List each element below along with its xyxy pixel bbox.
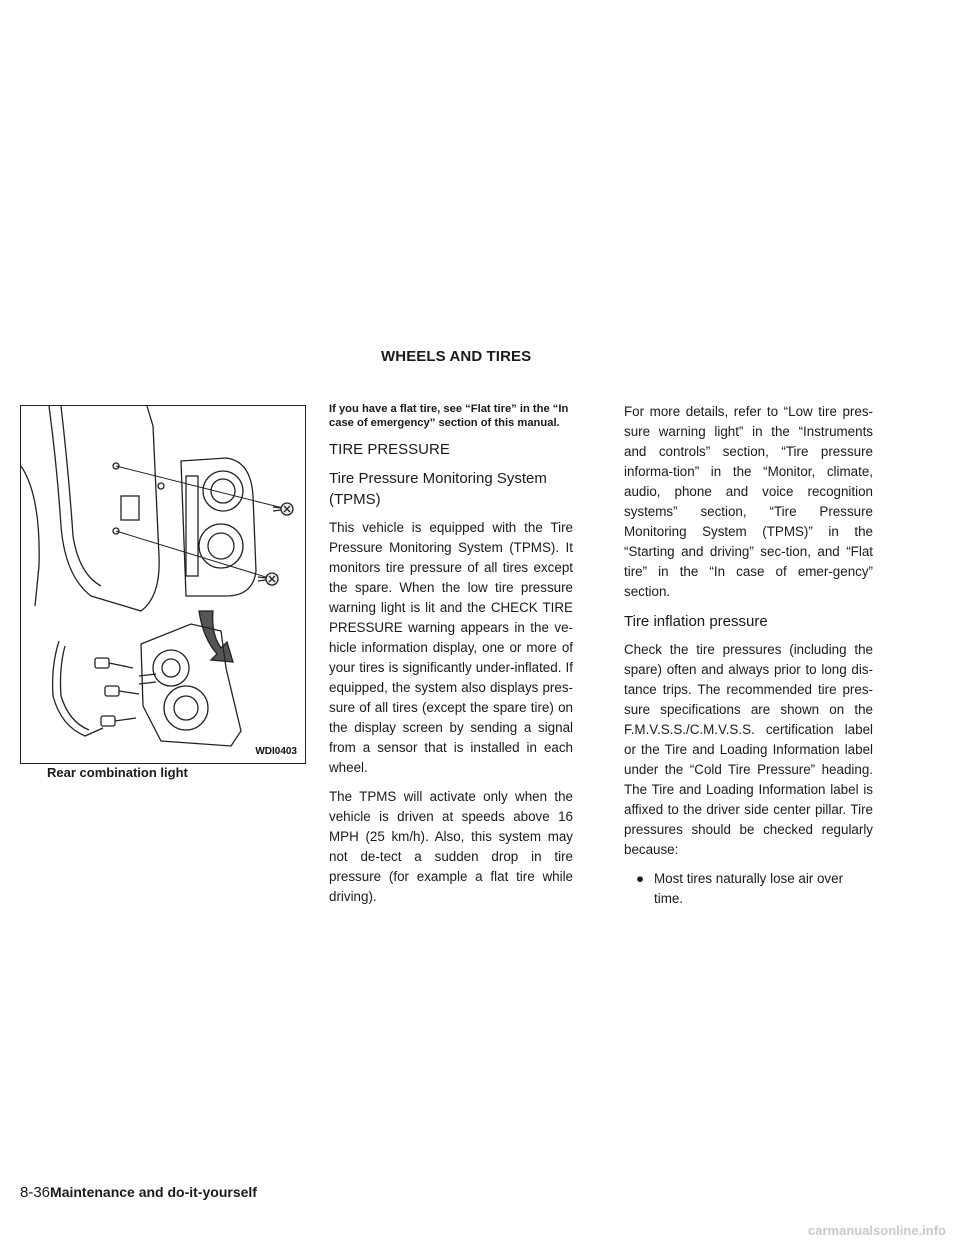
chapter-title: Maintenance and do-it-yourself <box>50 1184 257 1200</box>
middle-column <box>329 402 573 916</box>
figure-code: WDI0403 <box>255 746 297 757</box>
illustration <box>21 406 307 765</box>
inflation-paragraph: Check the tire pressures (including the spare) often and always prior to long dis-tance trips. The recommended tire pres-sure specifications are shown on the F.M.V.S.S./C.M.V.S.S. certification label or the Tire and Loading Information label under the “Cold Tire Pressure” heading. The Tire and Loading Information label is affixed to the driver side center pillar. Tire pressures should be checked regularly because: <box>624 642 873 857</box>
flat-tire-note: If you have a flat tire, see “Flat tire” in the “In case of emergency” section of this manual. <box>329 403 569 429</box>
more-details-paragraph: For more details, refer to “Low tire pres-sure warning light” in the “Instruments and controls” section, “Tire pressure informa-tion” in the “Monitor, climate, audio, phone and voice recognition systems” section, “Tire Pressure Monitoring System (TPMS)” in the “Starting and driving” sec-tion, and “Flat tire” in the “In case of emer-gency” section. <box>624 404 873 599</box>
bullet-text: Most tires naturally lose air over time. <box>654 871 844 906</box>
rear-combination-light-figure <box>20 405 306 764</box>
right-column <box>624 402 873 909</box>
inflation-pressure-heading: Tire inflation pressure <box>624 613 768 630</box>
figure-caption: Rear combination light <box>47 765 188 780</box>
tpms-activation-paragraph: The TPMS will activate only when the vehicle is driven at speeds above 16 MPH (25 km/h). Also, this system may not de-tect a sudden drop in tire pressure (for example a flat tire while driving). <box>329 789 573 904</box>
watermark: carmanualsonline.info <box>808 1223 946 1238</box>
page-footer <box>20 1184 257 1201</box>
page-number: 8-36 <box>20 1184 51 1201</box>
tpms-heading: Tire Pressure Monitoring System (TPMS) <box>329 470 547 508</box>
bullet-icon: ● <box>636 871 645 886</box>
tire-pressure-heading: TIRE PRESSURE <box>329 441 450 458</box>
list-item <box>636 869 873 909</box>
tpms-paragraph: This vehicle is equipped with the Tire Pressure Monitoring System (TPMS). It monitors tire pressure of all tires except the spare. When the low tire pressure warning light is lit and the CHECK TIRE PRESSURE warning appears in the ve-hicle information display, one or more of your tires is significantly under-inflated. If equipped, the system also displays pres-sure of all tires (except the spare tire) on the display screen by sending a signal from a sensor that is installed in each wheel. <box>329 520 573 775</box>
section-title: WHEELS AND TIRES <box>381 348 532 365</box>
